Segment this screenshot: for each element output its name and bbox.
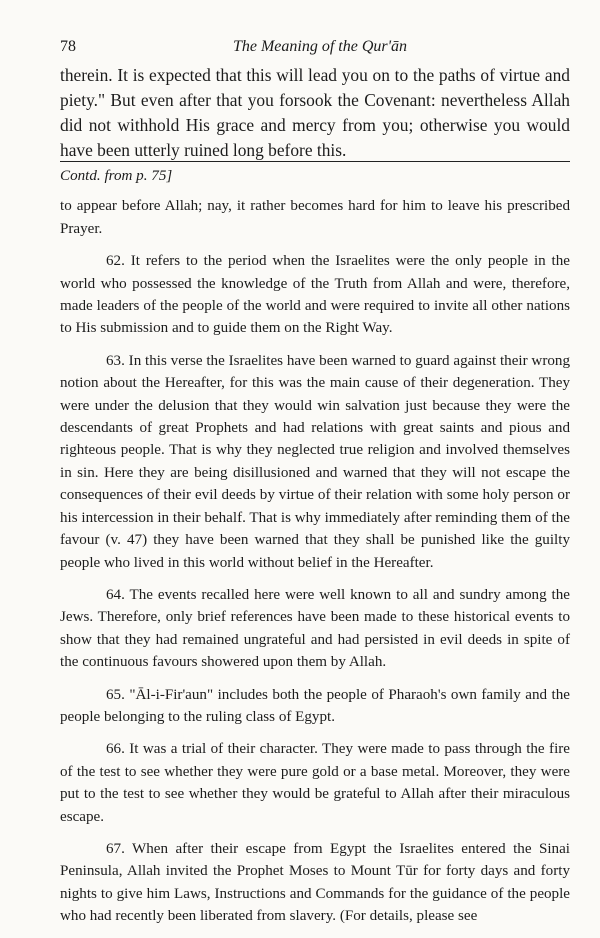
- continued-label: Contd. from p. 75]: [60, 168, 173, 184]
- main-paragraph: therein. It is expected that this will lead you on to the paths of virtue and piety." But even after that you forsook the Covenant: nevertheless Allah did not withhold His grace and mercy from you; otherwise you would have been utterly ruined long before this.: [60, 65, 570, 160]
- footnote-divider: [60, 161, 570, 162]
- page-number: 78: [60, 38, 76, 55]
- footnote-63: 63. In this verse the Israelites have been warned to guard against their wrong notion about the Hereafter, for this was the main cause of their degeneration. They were under the delusion that they would win salvation just because they were the descendants of great Prophets and had relations with great saints and pious and righteous people. That is why they neglected true religion and involved themselves in sin. Here they are being disillusioned and warned that they will not escape the consequences of their evil deeds by virtue of their relation with some holy person or his intercession in their behalf. That is why immediately after reminding them of the favour (v. 47) they have been warned that they shall be punished like the guilty people who lived in this world without belief in the Hereafter.: [60, 352, 570, 571]
- footnote-65: 65. "Āl-i-Fir'aun" includes both the people of Pharaoh's own family and the people belonging to the ruling class of Egypt.: [60, 686, 570, 725]
- footnote-62: 62. It refers to the period when the Israelites were the only people in the world who possessed the knowledge of the Truth from Allah and were, therefore, made leaders of the people of the world and were required to invite all other nations to His submission and to guide them on the Right Way.: [60, 253, 570, 337]
- footnote-64: 64. The events recalled here were well known to all and sundry among the Jews. Therefore, only brief references have been made to these historical events to show that they had remained ungrateful and had persisted in evil deeds in spite of the continuous favours showered upon them by Allah.: [60, 586, 570, 671]
- continued-text: to appear before Allah; nay, it rather becomes hard for him to leave his prescribed Prayer.: [60, 198, 570, 237]
- footnote-66: 66. It was a trial of their character. They were made to pass through the fire of the test to see whether they were pure gold or a base metal. Moreover, they were put to the test to see whether they would be grateful to Allah after their miraculous escape.: [60, 741, 570, 825]
- main-text: [60, 63, 570, 163]
- page-header: [60, 38, 580, 62]
- footnote-67: 67. When after their escape from Egypt the Israelites entered the Sinai Peninsula, Allah invited the Prophet Moses to Mount Tūr for forty days and forty nights to give him Laws, Instructions and Commands for the guidance of the people who had recently been liberated from slavery. (For details, please see: [60, 840, 570, 925]
- running-title: The Meaning of the Qur'ān: [232, 38, 408, 55]
- footnotes: [60, 165, 570, 938]
